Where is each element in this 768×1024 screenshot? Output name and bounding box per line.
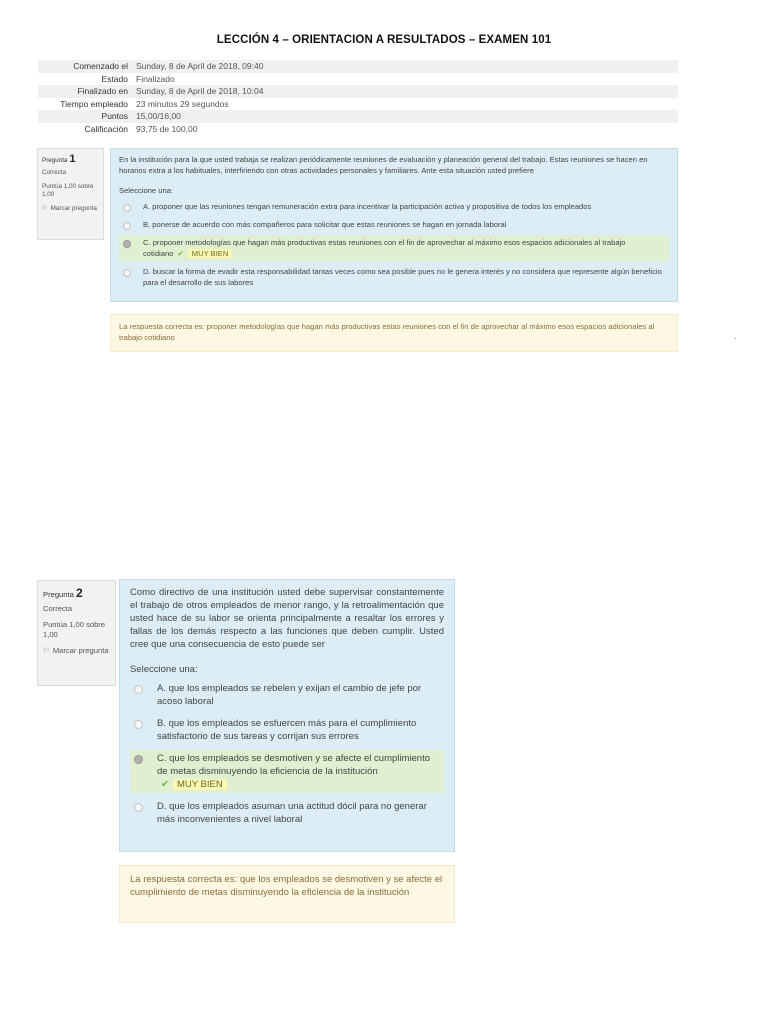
summary-value: Finalizado <box>136 73 175 84</box>
radio-button[interactable] <box>134 685 143 694</box>
question-status: Correcta <box>43 604 73 613</box>
question-text: Como directivo de una institución usted debe supervisar constantemente el trabajo de otros empleados de menor rango, y la retroalimentación que usted hace de su labor se orienta principalmente a resaltar los errores y fallas de los demás respecto a las funciones que deben cumplir. Usted cree que una consecuencia de esto puede ser <box>130 587 444 650</box>
summary-row <box>38 73 678 86</box>
question-label: Pregunta <box>43 590 74 599</box>
answer-option-d[interactable] <box>130 798 444 828</box>
summary-label: Estado <box>101 73 128 84</box>
summary-label: Finalizado en <box>38 85 132 98</box>
summary-row <box>38 60 678 73</box>
question-label: Pregunta <box>42 157 68 164</box>
summary-value: Sunday, 8 de April de 2018, 09:40 <box>132 60 678 73</box>
checkmark-icon: ✔ <box>161 779 169 790</box>
radio-button[interactable] <box>123 269 131 277</box>
answer-text: B. que los empleados se esfuercen más para el cumplimiento satisfactorio de sus tareas y corrijan sus errores <box>157 718 417 742</box>
flag-icon: ⚐ <box>42 205 48 212</box>
answer-option-b[interactable] <box>119 217 669 232</box>
question-1-info <box>37 148 104 240</box>
answer-text: D. buscar la forma de evadir esta responsabilidad tantas veces como sea posible pues no le genera interés y no considera que represente algún beneficio para el desarrollo de sus labores <box>143 267 662 287</box>
summary-row <box>38 123 678 136</box>
flag-label: Marcar pregunta <box>50 205 97 212</box>
question-1-content <box>110 148 678 302</box>
radio-button[interactable] <box>134 720 143 729</box>
answer-option-c[interactable] <box>130 750 444 793</box>
answer-text: A. proponer que las reuniones tengan remuneración extra para incentivar la participación activa y propositiva de todos los empleados <box>143 202 592 211</box>
correct-feedback-badge: MUY BIEN <box>173 779 227 790</box>
radio-button[interactable] <box>134 803 143 812</box>
radio-button[interactable] <box>123 204 131 212</box>
summary-row <box>38 110 678 123</box>
answer-option-c[interactable] <box>119 235 669 261</box>
question-score: Puntúa 1,00 sobre 1,00 <box>43 620 106 639</box>
summary-value: 23 minutos 29 segundos <box>136 98 229 109</box>
answer-text: C. proponer metodologías que hagan más productivas estas reuniones con el fin de aprovechar al máximo esos espacios adicionales al trabajo cotidiano <box>143 238 626 258</box>
radio-button-selected[interactable] <box>134 755 143 764</box>
radio-button[interactable] <box>123 222 131 230</box>
checkmark-icon: ✔ <box>177 249 184 258</box>
question-score: Puntúa 1,00 sobre 1,00 <box>42 183 94 198</box>
question-2-content <box>119 579 455 852</box>
summary-value: 93,75 de 100,00 <box>136 123 198 134</box>
attempt-summary-table <box>38 60 678 135</box>
question-number: 2 <box>75 586 83 600</box>
answer-option-d[interactable] <box>119 264 669 290</box>
summary-label: Calificación <box>84 123 128 134</box>
flag-question-link[interactable] <box>42 205 103 213</box>
answer-text: D. que los empleados asuman una actitud dócil para no generar más inconvenientes a nivel laboral <box>157 801 427 825</box>
summary-row <box>38 98 678 111</box>
answer-option-a[interactable] <box>130 680 444 710</box>
question-number: 1 <box>69 153 76 165</box>
summary-label: Puntos <box>38 110 132 123</box>
answer-option-b[interactable] <box>130 715 444 745</box>
summary-value: Sunday, 8 de April de 2018, 10:04 <box>132 85 678 98</box>
radio-button-selected[interactable] <box>123 240 131 248</box>
question-2-info <box>37 580 116 686</box>
answer-prompt: Seleccione una: <box>119 186 174 195</box>
answer-text: B. ponerse de acuerdo con más compañeros para solicitar que estas reuniones se hagan en jornada laboral <box>143 220 507 229</box>
summary-label: Tiempo empleado <box>60 98 128 109</box>
correct-feedback-badge: MUY BIEN <box>188 249 233 258</box>
answer-text: C. que los empleados se desmotiven y se afecte el cumplimiento de metas disminuyendo la eficiencia de la institución <box>157 753 430 777</box>
flag-question-link[interactable] <box>43 646 115 656</box>
answer-text: A. que los empleados se rebelen y exijan el cambio de jefe por acoso laboral <box>157 683 422 707</box>
question-text: En la institución para la que usted trabaja se realizan periódicamente reuniones de evaluación y planeación general del trabajo. Estas reuniones se hacen en horarios extra a los habituales, interfiriendo con otras actividades personales y familiares. Ante esta situación usted prefiere <box>119 155 648 175</box>
document-title: LECCIÓN 4 – ORIENTACION A RESULTADOS – EXAMEN 101 <box>216 34 552 46</box>
question-1-feedback: La respuesta correcta es: proponer metodologías que hagan más productivas estas reuniones con el fin de aprovechar al máximo esos espacios adicionales al trabajo cotidiano <box>110 314 678 352</box>
answer-option-a[interactable] <box>119 199 669 214</box>
summary-label: Comenzado el <box>38 60 132 73</box>
flag-label: Marcar pregunta <box>52 646 109 655</box>
stray-dot <box>735 338 736 339</box>
summary-value: 15,00/16,00 <box>132 110 678 123</box>
summary-row <box>38 85 678 98</box>
flag-icon: ⚐ <box>43 646 50 655</box>
answer-prompt: Seleccione una: <box>130 664 198 675</box>
question-2-feedback: La respuesta correcta es: que los empleados se desmotiven y se afecte el cumplimiento de metas disminuyendo la eficiencia de la institución <box>119 865 455 923</box>
question-status: Correcta <box>42 169 67 176</box>
